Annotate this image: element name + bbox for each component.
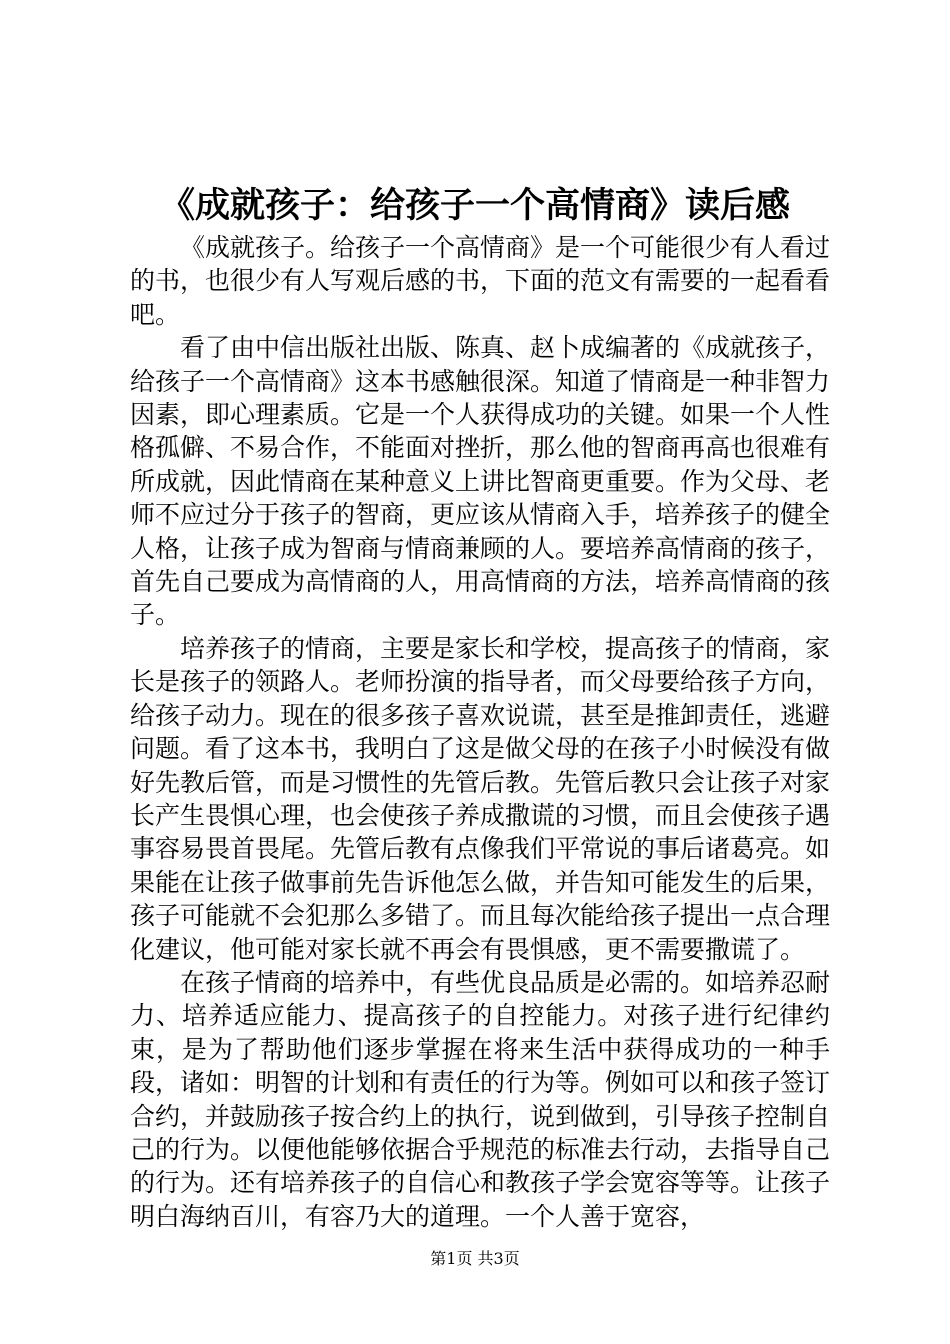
paragraph-2: 看了由中信出版社出版、陈真、赵卜成编著的《成就孩子，给孩子一个高情商》这本书感触很深。知道了情商是一种非智力因素，即心理素质。它是一个人获得成功的关键。如果一个人性格孤僻、不易合作，不能面对挫折，那么他的智商再高也很难有所成就，因此情商在某种意义上讲比智商更重要。作为父母、老师不应过分于孩子的智商，更应该从情商入手，培养孩子的健全人格，让孩子成为智商与情商兼顾的人。要培养高情商的孩子，首先自己要成为高情商的人，用高情商的方法，培养高情商的孩子。	[130, 333, 831, 630]
document-title: 《成就孩子：给孩子一个高情商》读后感	[159, 185, 790, 226]
paragraph-1: 《成就孩子。给孩子一个高情商》是一个可能很少有人看过的书，也很少有人写观后感的书，下面的范文有需要的一起看看吧。	[130, 233, 831, 329]
paragraph-3: 培养孩子的情商，主要是家长和学校，提高孩子的情商，家长是孩子的领路人。老师扮演的指导者，而父母要给孩子方向，给孩子动力。现在的很多孩子喜欢说谎，甚至是推卸责任，逃避问题。看了这本书，我明白了这是做父母的在孩子小时候没有做好先教后管，而是习惯性的先管后教。先管后教只会让孩子对家长产生畏惧心理，也会使孩子养成撒谎的习惯，而且会使孩子遇事容易畏首畏尾。先管后教有点像我们平常说的事后诸葛亮。如果能在让孩子做事前先告诉他怎么做，并告知可能发生的后果，孩子可能就不会犯那么多错了。而且每次能给孩子提出一点合理化建议，他可能对家长就不再会有畏惧感，更不需要撒谎了。	[130, 633, 831, 964]
page-footer: 第1页 共3页	[430, 1249, 520, 1268]
document-body	[130, 231, 830, 1233]
paragraph-4: 在孩子情商的培养中，有些优良品质是必需的。如培养忍耐力、培养适应能力、提高孩子的自控能力。对孩子进行纪律约束，是为了帮助他们逐步掌握在将来生活中获得成功的一种手段，诸如：明智的计划和有责任的行为等。例如可以和孩子签订合约，并鼓励孩子按合约上的执行，说到做到，引导孩子控制自己的行为。以便他能够依据合乎规范的标准去行动，去指导自己的行为。还有培养孩子的自信心和教孩子学会宽容等等。让孩子明白海纳百川，有容乃大的道理。一个人善于宽容，	[130, 967, 831, 1231]
